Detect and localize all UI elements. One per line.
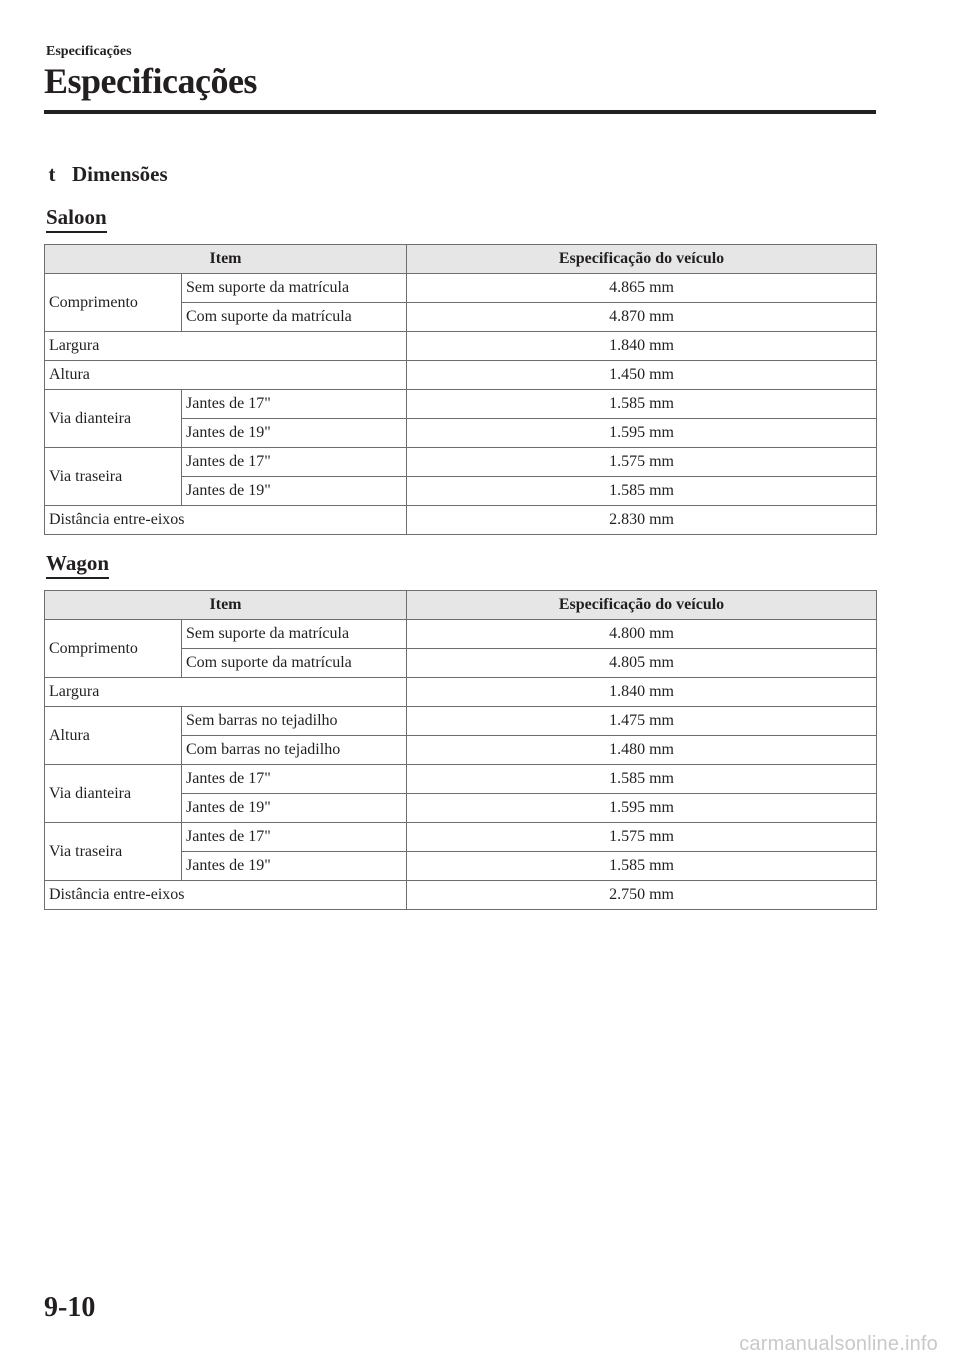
table-row xyxy=(45,448,877,477)
page-number: 9-10 xyxy=(44,1292,96,1323)
table-row xyxy=(45,390,877,419)
section-marker-icon: t xyxy=(48,162,56,186)
column-header-item: Item xyxy=(45,245,407,274)
value-cell: 1.475 mm xyxy=(407,707,877,736)
value-cell: 1.840 mm xyxy=(407,678,877,707)
sub-label: Sem barras no tejadilho xyxy=(182,707,407,736)
chapter-title: Especificações xyxy=(44,61,257,101)
value-cell: 1.585 mm xyxy=(407,390,877,419)
value-cell: 1.450 mm xyxy=(407,361,877,390)
table-row xyxy=(45,332,877,361)
section-title: Dimensões xyxy=(72,162,168,186)
sub-label: Jantes de 19" xyxy=(182,852,407,881)
value-cell: 1.595 mm xyxy=(407,794,877,823)
row-label-rear-track: Via traseira xyxy=(45,823,182,881)
value-cell: 1.575 mm xyxy=(407,823,877,852)
value-cell: 4.800 mm xyxy=(407,620,877,649)
value-cell: 1.595 mm xyxy=(407,419,877,448)
section-heading xyxy=(44,162,168,187)
row-label-height: Altura xyxy=(45,707,182,765)
value-cell: 4.865 mm xyxy=(407,274,877,303)
saloon-spec-table xyxy=(44,244,877,535)
table-row xyxy=(45,620,877,649)
row-label-wheelbase: Distância entre-eixos xyxy=(45,506,407,535)
value-cell: 1.585 mm xyxy=(407,852,877,881)
saloon-heading: Saloon xyxy=(46,205,107,233)
sub-label: Jantes de 19" xyxy=(182,794,407,823)
value-cell: 2.750 mm xyxy=(407,881,877,910)
sub-label: Sem suporte da matrícula xyxy=(182,274,407,303)
table-row xyxy=(45,361,877,390)
value-cell: 1.480 mm xyxy=(407,736,877,765)
row-label-height: Altura xyxy=(45,361,407,390)
value-cell: 2.830 mm xyxy=(407,506,877,535)
sub-label: Com barras no tejadilho xyxy=(182,736,407,765)
value-cell: 1.585 mm xyxy=(407,477,877,506)
table-header-row xyxy=(45,591,877,620)
table-header-row xyxy=(45,245,877,274)
row-label-front-track: Via dianteira xyxy=(45,765,182,823)
title-divider xyxy=(44,110,876,114)
table-row xyxy=(45,823,877,852)
sub-label: Jantes de 19" xyxy=(182,419,407,448)
sub-label: Com suporte da matrícula xyxy=(182,649,407,678)
column-header-item: Item xyxy=(45,591,407,620)
wagon-heading: Wagon xyxy=(46,551,109,579)
column-header-spec: Especificação do veículo xyxy=(407,591,877,620)
table-row xyxy=(45,765,877,794)
sub-label: Jantes de 17" xyxy=(182,390,407,419)
value-cell: 4.805 mm xyxy=(407,649,877,678)
table-row xyxy=(45,506,877,535)
value-cell: 1.585 mm xyxy=(407,765,877,794)
row-label-length: Comprimento xyxy=(45,620,182,678)
watermark: carmanualsonline.info xyxy=(739,1333,938,1355)
row-label-length: Comprimento xyxy=(45,274,182,332)
sub-label: Com suporte da matrícula xyxy=(182,303,407,332)
row-label-width: Largura xyxy=(45,332,407,361)
row-label-wheelbase: Distância entre-eixos xyxy=(45,881,407,910)
value-cell: 4.870 mm xyxy=(407,303,877,332)
row-label-rear-track: Via traseira xyxy=(45,448,182,506)
sub-label: Jantes de 19" xyxy=(182,477,407,506)
column-header-spec: Especificação do veículo xyxy=(407,245,877,274)
row-label-front-track: Via dianteira xyxy=(45,390,182,448)
value-cell: 1.575 mm xyxy=(407,448,877,477)
sub-label: Jantes de 17" xyxy=(182,823,407,852)
value-cell: 1.840 mm xyxy=(407,332,877,361)
sub-label: Jantes de 17" xyxy=(182,448,407,477)
wagon-spec-table xyxy=(44,590,877,910)
table-row xyxy=(45,678,877,707)
table-row xyxy=(45,274,877,303)
table-row xyxy=(45,881,877,910)
row-label-width: Largura xyxy=(45,678,407,707)
table-row xyxy=(45,707,877,736)
running-head: Especificações xyxy=(46,44,132,59)
sub-label: Jantes de 17" xyxy=(182,765,407,794)
sub-label: Sem suporte da matrícula xyxy=(182,620,407,649)
